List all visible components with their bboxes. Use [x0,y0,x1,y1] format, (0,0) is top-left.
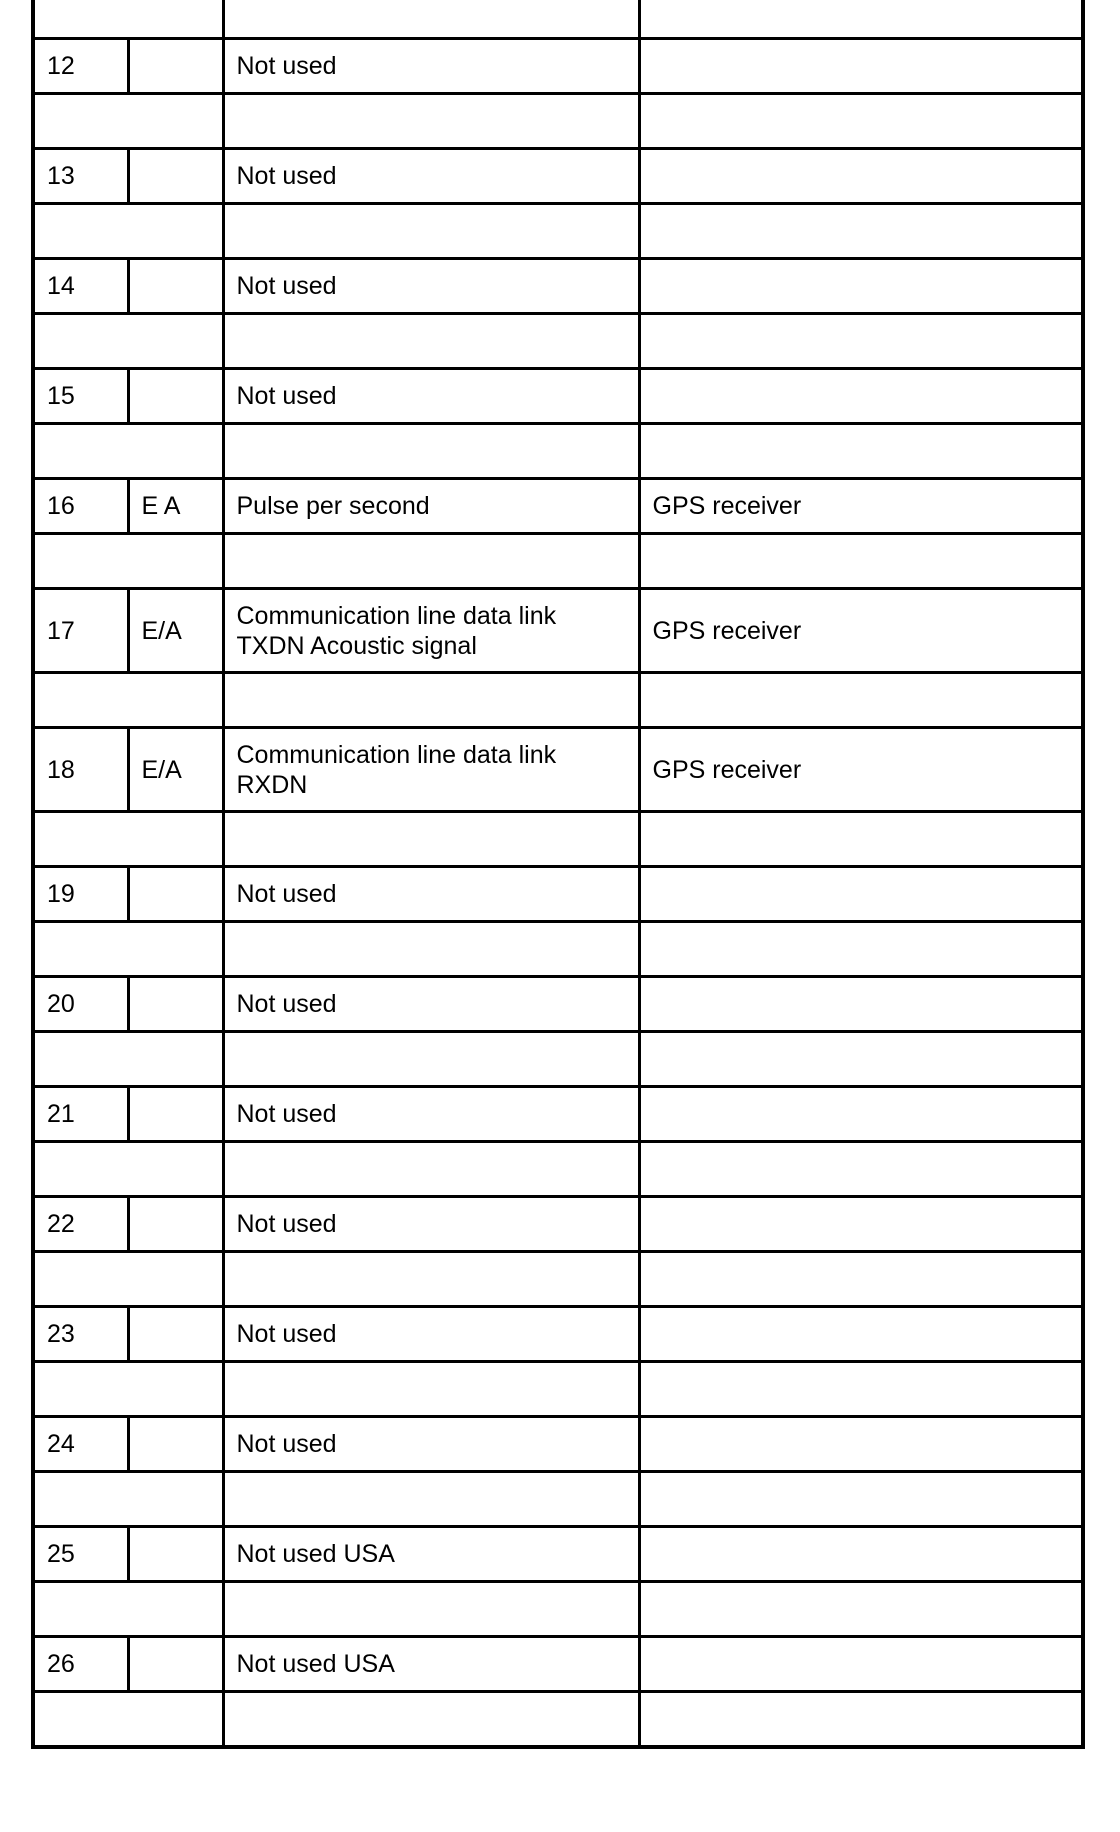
pin-number-cell: 14 [33,259,128,314]
empty-cell [223,534,639,589]
signal-type-cell [128,1417,223,1472]
connected-to-cell [639,867,1083,922]
signal-type-cell [128,867,223,922]
signal-type-cell [128,149,223,204]
table-row [33,1087,1083,1142]
table-row [33,149,1083,204]
function-cell: Not used [223,1087,639,1142]
connected-to-cell: GPS receiver [639,728,1083,812]
function-cell: Not used [223,259,639,314]
signal-type-cell [128,1527,223,1582]
empty-cell [223,1032,639,1087]
function-cell: Not used [223,39,639,94]
signal-type-cell [128,977,223,1032]
function-line: Communication line data link [236,740,557,769]
connected-to-cell [639,1527,1083,1582]
empty-cell [223,1362,639,1417]
function-cell [223,728,639,812]
connected-to-cell [639,1307,1083,1362]
empty-cell [639,534,1083,589]
empty-cell [223,314,639,369]
table-row [33,1637,1083,1692]
empty-cell [33,204,223,259]
empty-cell [223,204,639,259]
empty-cell [33,94,223,149]
separator-row [33,673,1083,728]
empty-cell [639,0,1083,39]
empty-cell [639,94,1083,149]
signal-type-cell: E/A [128,589,223,673]
empty-cell [33,314,223,369]
empty-cell [33,1582,223,1637]
empty-cell [639,424,1083,479]
function-cell: Not used USA [223,1527,639,1582]
separator-row [33,1142,1083,1197]
separator-row [33,1472,1083,1527]
function-line: Communication line data link [236,601,557,630]
table-row [33,259,1083,314]
table-row [33,1197,1083,1252]
empty-cell [223,0,639,39]
function-cell: Pulse per second [223,479,639,534]
empty-cell [33,1142,223,1197]
pin-number-cell: 18 [33,728,128,812]
connected-to-cell [639,149,1083,204]
empty-cell [33,1252,223,1307]
empty-cell [223,812,639,867]
pin-number-cell: 17 [33,589,128,673]
connected-to-cell [639,977,1083,1032]
connected-to-cell: GPS receiver [639,479,1083,534]
signal-type-cell [128,259,223,314]
function-cell: Not used [223,867,639,922]
empty-cell [639,1142,1083,1197]
function-cell: Not used [223,149,639,204]
empty-cell [639,314,1083,369]
separator-row [33,424,1083,479]
empty-cell [639,1582,1083,1637]
pin-number-cell: 13 [33,149,128,204]
pin-assignment-table [31,0,1085,1749]
table-row [33,1307,1083,1362]
separator-row [33,922,1083,977]
connected-to-cell [639,1417,1083,1472]
separator-row [33,1032,1083,1087]
table-row [33,728,1083,812]
empty-cell [639,1032,1083,1087]
empty-cell [639,673,1083,728]
empty-cell [33,673,223,728]
table-row [33,369,1083,424]
empty-cell [223,922,639,977]
function-cell: Not used USA [223,1637,639,1692]
empty-cell [639,1252,1083,1307]
pin-number-cell: 12 [33,39,128,94]
table-row [33,479,1083,534]
signal-type-cell [128,369,223,424]
function-cell: Not used [223,1417,639,1472]
empty-cell [223,424,639,479]
empty-cell [223,94,639,149]
pin-number-cell: 25 [33,1527,128,1582]
signal-type-cell [128,1307,223,1362]
pin-number-cell: 22 [33,1197,128,1252]
separator-row [33,1582,1083,1637]
separator-row [33,94,1083,149]
empty-cell [223,1692,639,1748]
pin-number-cell: 21 [33,1087,128,1142]
table-row [33,1527,1083,1582]
connected-to-cell [639,1637,1083,1692]
empty-cell [33,0,223,39]
separator-row [33,1252,1083,1307]
separator-row [33,1362,1083,1417]
connected-to-cell [639,1087,1083,1142]
empty-cell [33,534,223,589]
separator-row [33,204,1083,259]
empty-cell [33,424,223,479]
empty-cell [639,1472,1083,1527]
pin-number-cell: 15 [33,369,128,424]
connected-to-cell [639,369,1083,424]
table-row [33,589,1083,673]
signal-type-cell [128,1087,223,1142]
table-top-partial-row [33,0,1083,39]
empty-cell [33,922,223,977]
empty-cell [639,204,1083,259]
empty-cell [223,673,639,728]
connected-to-cell [639,259,1083,314]
table-row [33,39,1083,94]
empty-cell [33,1032,223,1087]
empty-cell [33,1362,223,1417]
empty-cell [223,1252,639,1307]
signal-type-cell [128,1197,223,1252]
signal-type-cell [128,39,223,94]
table-row [33,1417,1083,1472]
table-row [33,867,1083,922]
empty-cell [223,1142,639,1197]
pin-number-cell: 19 [33,867,128,922]
connected-to-cell: GPS receiver [639,589,1083,673]
pin-number-cell: 26 [33,1637,128,1692]
empty-cell [33,1692,223,1748]
connected-to-cell [639,1197,1083,1252]
separator-row [33,812,1083,867]
empty-cell [639,812,1083,867]
function-line: TXDN Acoustic signal [236,631,477,660]
separator-row [33,1692,1083,1748]
table-body [33,0,1083,1747]
signal-type-cell [128,1637,223,1692]
empty-cell [639,1692,1083,1748]
table-row [33,977,1083,1032]
empty-cell [639,1362,1083,1417]
separator-row [33,314,1083,369]
function-cell: Not used [223,369,639,424]
function-cell: Not used [223,1197,639,1252]
pin-number-cell: 16 [33,479,128,534]
function-line: RXDN [236,770,308,799]
empty-cell [223,1472,639,1527]
function-cell: Not used [223,1307,639,1362]
signal-type-cell: E A [128,479,223,534]
empty-cell [33,812,223,867]
function-cell: Not used [223,977,639,1032]
empty-cell [639,922,1083,977]
function-cell [223,589,639,673]
connected-to-cell [639,39,1083,94]
pin-number-cell: 20 [33,977,128,1032]
empty-cell [223,1582,639,1637]
pin-number-cell: 24 [33,1417,128,1472]
pin-number-cell: 23 [33,1307,128,1362]
empty-cell [33,1472,223,1527]
separator-row [33,534,1083,589]
signal-type-cell: E/A [128,728,223,812]
